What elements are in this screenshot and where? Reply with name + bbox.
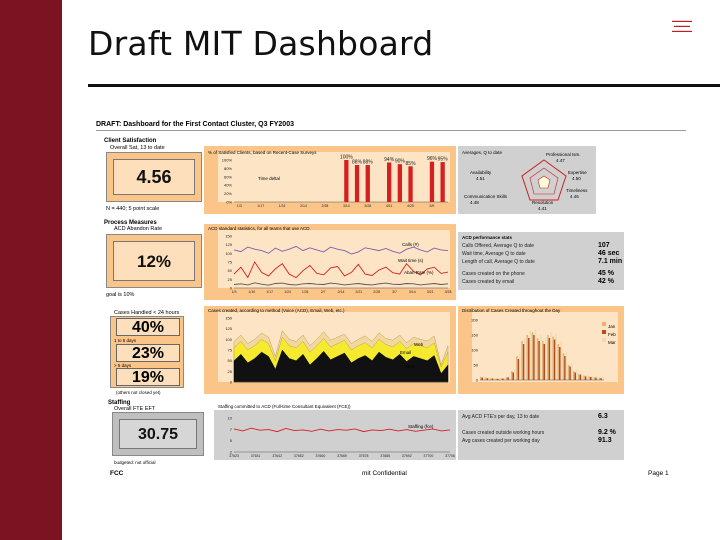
x-tick-label: 1/10 (248, 290, 256, 294)
data-label: 88% (352, 159, 363, 166)
bar (602, 377, 604, 380)
legend-swatch (602, 330, 606, 334)
y-tick-label: 10 (227, 415, 232, 421)
y-tick-label: 80% (223, 165, 232, 171)
cases-label-email: Email (400, 350, 412, 355)
y-tick-label: 20% (223, 191, 232, 197)
bar (527, 335, 529, 380)
staff-stat-label: Cases created outside working hours (462, 430, 545, 436)
bar (568, 365, 570, 380)
radar-value-availability: 4.51 (476, 176, 485, 181)
y-tick-label: 40% (223, 182, 232, 188)
x-tick-label: 37685 (380, 454, 391, 458)
client-sat-note: N = 440; 5 point scale (106, 206, 160, 212)
staff-stat-label: Avg ACD FTE's per day, 13 to date (462, 414, 540, 420)
bar (523, 344, 525, 380)
bar (499, 378, 501, 380)
x-tick-label: 37631 (250, 454, 261, 458)
left-accent-bar (0, 0, 62, 540)
radar-value-resolution: 4.41 (538, 206, 547, 211)
bar (590, 377, 592, 380)
bar (487, 378, 489, 380)
sat-chart-title: % of Satisfied Clients, based on Recent-Case Surveys (208, 150, 317, 155)
bar (509, 376, 511, 380)
y-tick-label: 200 (471, 317, 478, 323)
bar (490, 378, 492, 380)
bar (589, 376, 591, 380)
bar (532, 332, 534, 380)
staffing-line-chart (214, 410, 456, 460)
acd-stat-value: 46 sec (598, 250, 620, 257)
staffing-note: budgeted: not official (114, 460, 156, 465)
x-tick-label: 1/17 (257, 204, 265, 208)
data-label: 88% (362, 159, 373, 166)
bar (507, 377, 509, 380)
radar-value-professional: 4.47 (556, 158, 565, 163)
x-tick-label: 3/14 (342, 204, 350, 208)
bar (545, 338, 547, 380)
cases-mid-label: 1 to 5 days (114, 338, 137, 343)
acd-chart-title: ACD standard statistics, for all teams that use ACD. (208, 226, 311, 231)
x-tick-label: 2/14 (300, 204, 307, 208)
process-sub: ACD Abandon Rate (114, 226, 163, 232)
bar (441, 162, 445, 202)
bar (430, 162, 434, 202)
bar (511, 371, 513, 380)
sat-chart-note: Time deltal (258, 176, 280, 181)
y-tick-label: 100 (225, 336, 232, 342)
y-tick-label: 25 (227, 368, 232, 374)
abandon-value: 12% (136, 251, 172, 271)
x-tick-label: 5/9 (429, 204, 435, 208)
y-tick-label: 100 (225, 250, 232, 256)
bar (493, 378, 495, 380)
doc-footer-right: Page 1 (648, 470, 669, 477)
radar-value-expertise: 4.50 (572, 176, 581, 181)
x-tick-label: 1/31 (301, 290, 309, 294)
x-tick-label: 2/14 (337, 290, 345, 294)
bar (398, 164, 402, 202)
dist-legend-jan: Jan (608, 324, 616, 329)
y-tick-label: 125 (225, 326, 232, 332)
bar (564, 356, 566, 380)
legend-swatch (602, 338, 606, 342)
acd-label-calls: Calls (#) (402, 242, 419, 247)
bar (528, 338, 530, 380)
acd-stat-value: 7.1 min (598, 258, 623, 265)
x-tick-label: 37700 (423, 454, 434, 458)
title-rule (88, 84, 720, 87)
x-tick-label: 3/28 (364, 204, 372, 208)
staff-stat-value: 6.3 (598, 413, 608, 420)
bar (595, 378, 597, 380)
acd-stat-label: Wait time, Average Q to date (462, 251, 526, 257)
radar-label-professional: Professional Ism. (546, 152, 581, 157)
bar (501, 378, 503, 380)
bar (544, 344, 546, 380)
staff-stat-label: Avg cases created per working day (462, 438, 540, 444)
y-tick-label: 60% (223, 174, 232, 180)
bar (524, 338, 526, 380)
bar (504, 378, 506, 380)
bar (583, 376, 585, 381)
bar (581, 373, 583, 380)
acd-stat-label: Calls Offered, Average Q to date (462, 243, 535, 249)
bar (483, 376, 485, 380)
bar (563, 353, 565, 380)
x-tick-label: 2/7 (320, 290, 326, 294)
staffing-chart-title: Staffing committed to ACD (Full-time Consultant Equivalent (FCE)) (218, 404, 351, 409)
y-tick-label: 150 (225, 233, 232, 239)
bar (592, 376, 594, 380)
y-tick-label: 75 (227, 347, 232, 353)
bar (554, 340, 556, 381)
y-tick-label: 7 (229, 426, 232, 432)
x-tick-label: 37652 (293, 454, 304, 458)
x-tick-label: 37669 (337, 454, 347, 458)
radar-label-resolution: Resolution (532, 200, 554, 205)
cases-label-voice: Voice (404, 364, 416, 369)
y-tick-label: 150 (225, 315, 232, 321)
bar (549, 338, 551, 380)
radar-label-expertise: Expertise (568, 170, 587, 175)
cases-over5-value: 19% (116, 368, 180, 386)
y-tick-label: 2 (229, 449, 232, 455)
bar (586, 375, 588, 380)
slide-title: Draft MIT Dashboard (88, 24, 434, 63)
radar-value-timeliness: 4.46 (570, 194, 579, 199)
acd-stat-label: Length of call, Average Q to date (462, 259, 535, 265)
legend-swatch (602, 322, 606, 326)
doc-footer-left: FCC (110, 470, 124, 477)
dashboard-document (92, 118, 687, 480)
bar (547, 335, 549, 380)
bar (540, 335, 542, 380)
x-tick-label: 1/24 (284, 290, 291, 294)
x-tick-label: 3/28 (444, 290, 452, 294)
bar (594, 377, 596, 380)
client-sat-kpi (106, 152, 202, 202)
bar (599, 378, 601, 380)
bar (559, 347, 561, 380)
staffing-series-label: Staffing (fce) (408, 424, 434, 429)
bar (571, 364, 573, 381)
staffing-value: 30.75 (137, 425, 179, 443)
abandon-kpi (106, 234, 202, 288)
x-tick-label: 3/7 (392, 290, 397, 294)
series-line (234, 246, 448, 254)
bar (513, 373, 515, 381)
radar-title: Averages, Q to date (462, 150, 502, 155)
x-tick-label: 37678 (358, 454, 369, 458)
radar-label-communication: Communication Skills (464, 194, 508, 199)
x-tick-label: 3/21 (426, 290, 434, 294)
radar-label-availability: Availability (470, 170, 492, 175)
bar (488, 377, 490, 380)
acd-stat-label: Cases created on the phone (462, 271, 525, 277)
bar (597, 376, 599, 380)
bar (519, 353, 521, 380)
bar (408, 166, 412, 202)
y-tick-label: 0% (226, 199, 232, 205)
x-tick-label: 2/21 (355, 290, 363, 294)
dist-legend-mar: Mar (608, 340, 616, 345)
staffing-heading: Staffing (108, 400, 131, 406)
y-tick-label: 5 (229, 438, 232, 444)
staffing-sub: Overall FTE EFT (114, 406, 156, 412)
data-label: 94% (384, 157, 395, 164)
bar (542, 341, 544, 380)
dist-chart-title: Distribution of Cases Created throughout the Day (462, 308, 561, 313)
bar (535, 329, 537, 380)
bar (566, 352, 568, 381)
x-tick-label: 37692 (401, 454, 412, 458)
x-tick-label: 1/3 (236, 204, 242, 208)
bar (514, 370, 516, 381)
bar (550, 332, 552, 380)
cases-label-web: Web (414, 342, 424, 347)
y-tick-label: 0 (475, 377, 478, 383)
client-sat-sub: Overall Sat, 13 to date (110, 145, 165, 151)
bar (344, 160, 348, 202)
satisfaction-bar-chart (204, 146, 456, 214)
y-tick-label: 100 (471, 347, 478, 353)
doc-rule (96, 130, 686, 131)
x-tick-label: 4/11 (385, 204, 393, 208)
corner-logo: ▬▬▬▬▬ ▬▬▬▬ ▬▬▬▬▬ (672, 18, 692, 33)
data-label: 96% (426, 156, 437, 163)
doc-title: DRAFT: Dashboard for the First Contact Cluster, Q3 FY2003 (96, 121, 294, 128)
radar-label-timeliness: Timeliness (566, 188, 588, 193)
bar (537, 338, 539, 380)
bar (575, 373, 577, 381)
cases-heading: Cases Handled < 24 hours (114, 310, 180, 316)
bar (530, 331, 532, 381)
bar (578, 374, 580, 380)
x-tick-label: 1/17 (266, 290, 274, 294)
data-label: 95% (437, 156, 448, 163)
bar (552, 337, 554, 381)
bar (576, 370, 578, 381)
cases-area-chart (204, 306, 456, 394)
bar (600, 378, 602, 380)
x-tick-label: 2/28 (373, 290, 381, 294)
bar (521, 341, 523, 380)
y-tick-label: 50 (473, 362, 478, 368)
dist-legend-feb: Feb (608, 332, 616, 337)
bar (569, 367, 571, 381)
x-tick-label: 2/28 (321, 204, 329, 208)
data-label: 85% (405, 160, 416, 167)
y-tick-label: 50 (227, 358, 232, 364)
distribution-bar-chart (458, 306, 624, 394)
y-tick-label: 125 (225, 242, 232, 248)
process-heading: Process Measures (104, 220, 157, 226)
acd-stat-label: Cases created by email (462, 279, 515, 285)
x-tick-label: 37642 (272, 454, 283, 458)
data-label: 90% (394, 158, 405, 165)
doc-footer-center: mit Confidential (362, 470, 407, 477)
cases-chart-title: Cases created, according to method (Voice (ACD), Email, Web, etc.) (208, 308, 345, 313)
x-tick-label: 1/3 (231, 290, 237, 294)
y-tick-label: 25 (227, 276, 232, 282)
bar (538, 341, 540, 380)
x-tick-label: 37623 (229, 454, 239, 458)
bar (561, 341, 563, 380)
cases-note: (others not closed yet) (116, 390, 161, 395)
staff-stat-value: 91.3 (598, 437, 612, 444)
cases-low-label: > 5 days (114, 363, 132, 368)
bar (355, 165, 359, 202)
bar (366, 165, 370, 202)
client-sat-heading: Client Satisfaction (104, 138, 157, 144)
acd-stats-title: ACD performance stats (462, 235, 513, 240)
bar (480, 377, 482, 380)
bar (518, 359, 520, 380)
bar (558, 344, 560, 380)
acd-label-aban: Aban Rate (%) (404, 270, 434, 275)
y-tick-label: 100% (221, 157, 232, 163)
acd-label-wait: Wait time (s) (398, 258, 424, 263)
bar (555, 334, 557, 381)
staff-stat-value: 9.2 % (598, 429, 616, 436)
bar (533, 335, 535, 380)
acd-stat-value: 45 % (598, 270, 614, 277)
bar (573, 371, 575, 380)
cases-24h-value: 40% (116, 318, 180, 336)
y-tick-label: 150 (471, 332, 478, 338)
y-tick-label: 0 (229, 379, 232, 385)
acd-stat-value: 107 (598, 242, 610, 249)
x-tick-label: 37706 (445, 454, 455, 458)
y-tick-label: 75 (227, 259, 232, 265)
bar (506, 377, 508, 380)
radar-value-communication: 4.48 (470, 200, 479, 205)
staffing-kpi (112, 412, 204, 456)
cases-1to5-value: 23% (116, 344, 180, 362)
bar (580, 375, 582, 380)
bar (482, 378, 484, 380)
bar (585, 376, 587, 380)
data-label: 100% (339, 154, 353, 161)
bar (516, 356, 518, 380)
series-line (234, 283, 448, 285)
acd-stat-value: 42 % (598, 278, 614, 285)
bar (387, 163, 391, 202)
x-tick-label: 3/14 (408, 290, 416, 294)
y-tick-label: 0 (229, 285, 232, 291)
bar (485, 378, 487, 380)
y-tick-label: 50 (227, 268, 232, 274)
x-tick-label: 1/31 (278, 204, 286, 208)
x-tick-label: 4/25 (407, 204, 414, 208)
client-sat-value: 4.56 (136, 166, 172, 187)
x-tick-label: 37660 (315, 454, 326, 458)
abandon-note: goal is 10% (106, 292, 135, 298)
